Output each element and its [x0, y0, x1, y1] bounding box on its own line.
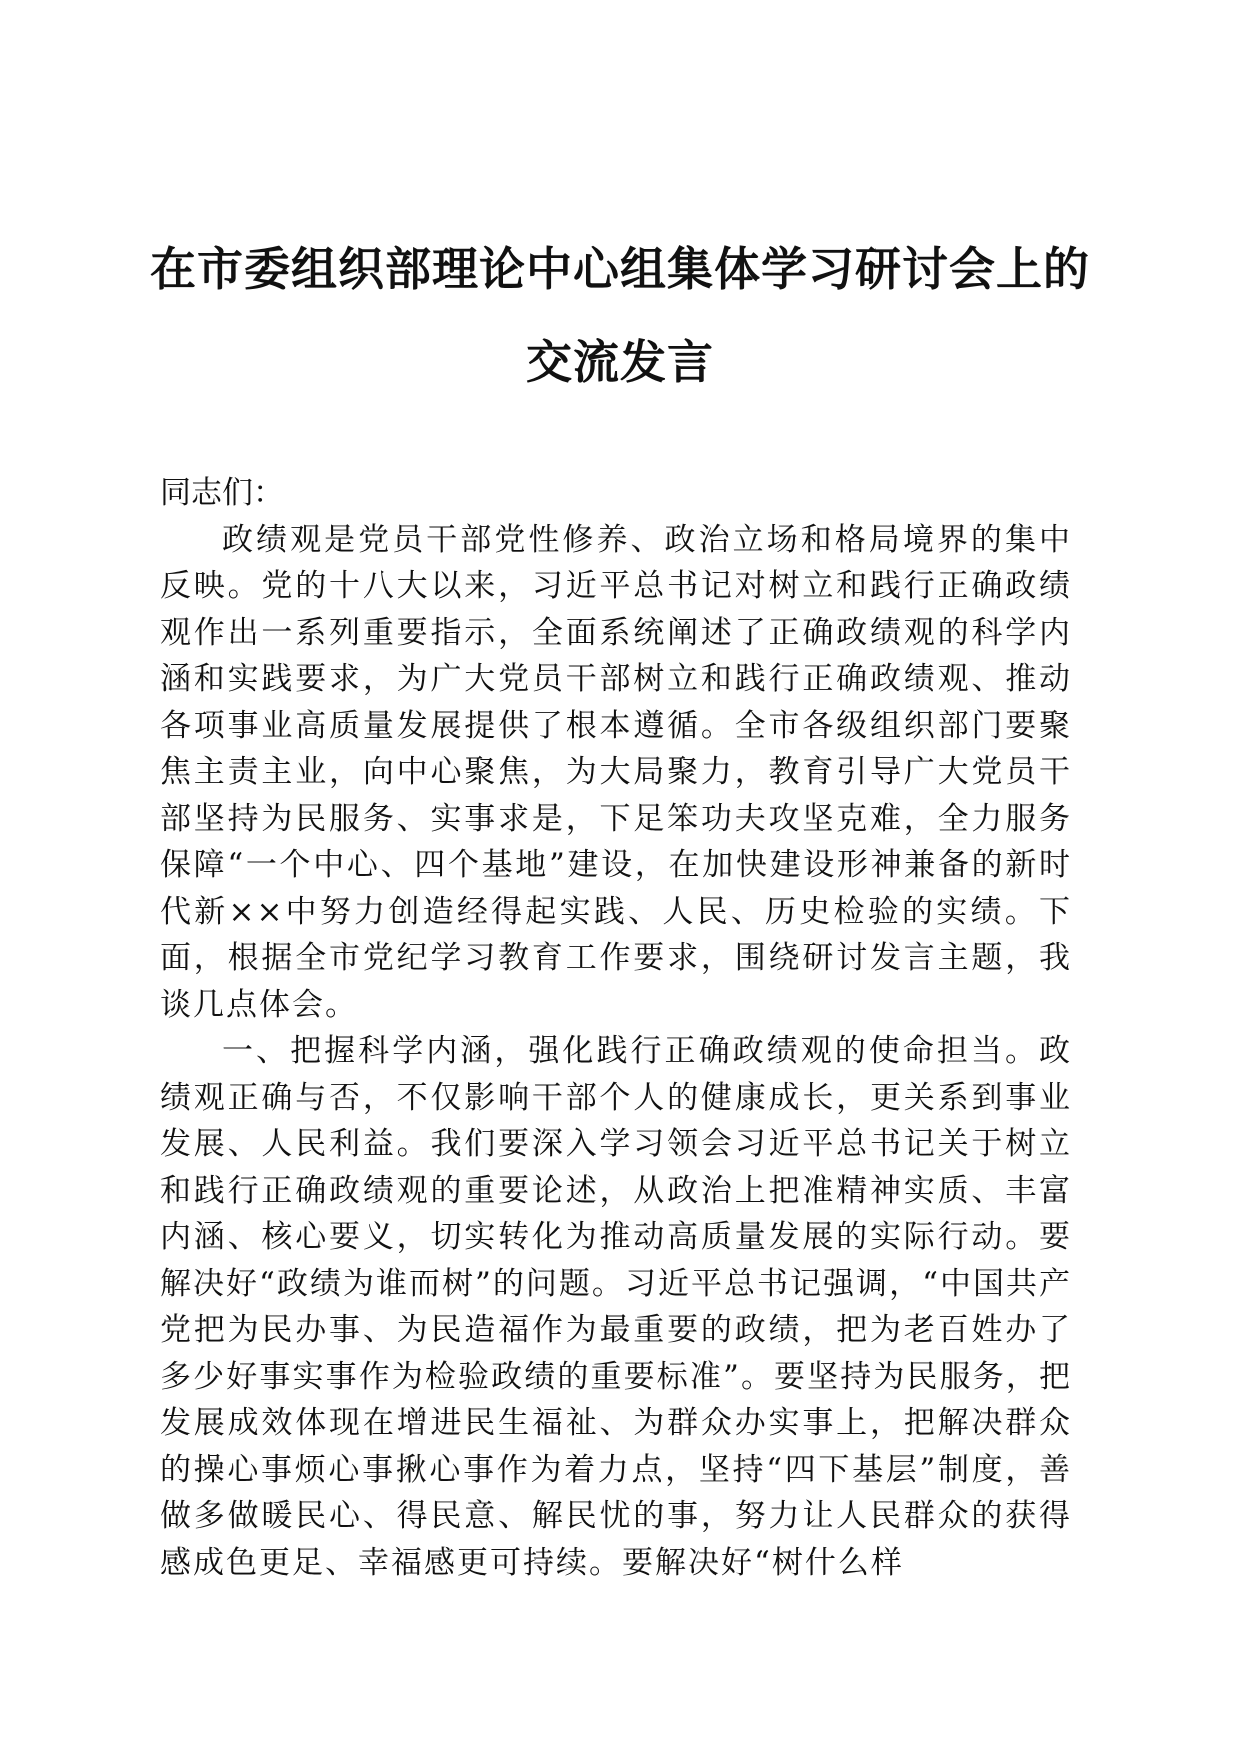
paragraph-section-1: 一、把握科学内涵，强化践行正确政绩观的使命担当。政绩观正确与否，不仅影响干部个人的健康成长，更关系到事业发展、人民利益。我们要深入学习领会习近平总书记关于树立和践行正确政绩观的重要论述，从政治上把准精神实质、丰富内涵、核心要义，切实转化为推动高质量发展的实际行动。要解决好“政绩为谁而树”的问题。习近平总书记强调，“中国共产党把为民办事、为民造福作为最重要的政绩，把为老百姓办了多少好事实事作为检验政绩的重要标准”。要坚持为民服务，把发展成效体现在增进民生福祉、为群众办实事上，把解决群众的操心事烦心事揪心事作为着力点，坚持“四下基层”制度，善做多做暖民心、得民意、解民忧的事，努力让人民群众的获得感成色更足、幸福感更可持续。要解决好“树什么样: [160, 1033, 1072, 1581]
document-body: [160, 470, 1072, 1586]
document-title: [150, 223, 1090, 409]
paragraph-intro: 政绩观是党员干部党性修养、政治立场和格局境界的集中反映。党的十八大以来，习近平总书记对树立和践行正确政绩观作出一系列重要指示，全面系统阐述了正确政绩观的科学内涵和实践要求，为广大党员干部树立和践行正确政绩观、推动各项事业高质量发展提供了根本遵循。全市各级组织部门要聚焦主责主业，向中心聚焦，为大局聚力，教育引导广大党员干部坚持为民服务、实事求是，下足笨功夫攻坚克难，全力服务保障“一个中心、四个基地”建设，在加快建设形神兼备的新时代新××中努力创造经得起实践、人民、历史检验的实绩。下面，根据全市党纪学习教育工作要求，围绕研讨发言主题，我谈几点体会。: [160, 521, 1072, 1023]
title-line-1: 在市委组织部理论中心组集体学习研讨会上的: [150, 242, 1090, 296]
salutation: 同志们：: [160, 475, 284, 511]
title-line-2: 交流发言: [526, 335, 714, 389]
